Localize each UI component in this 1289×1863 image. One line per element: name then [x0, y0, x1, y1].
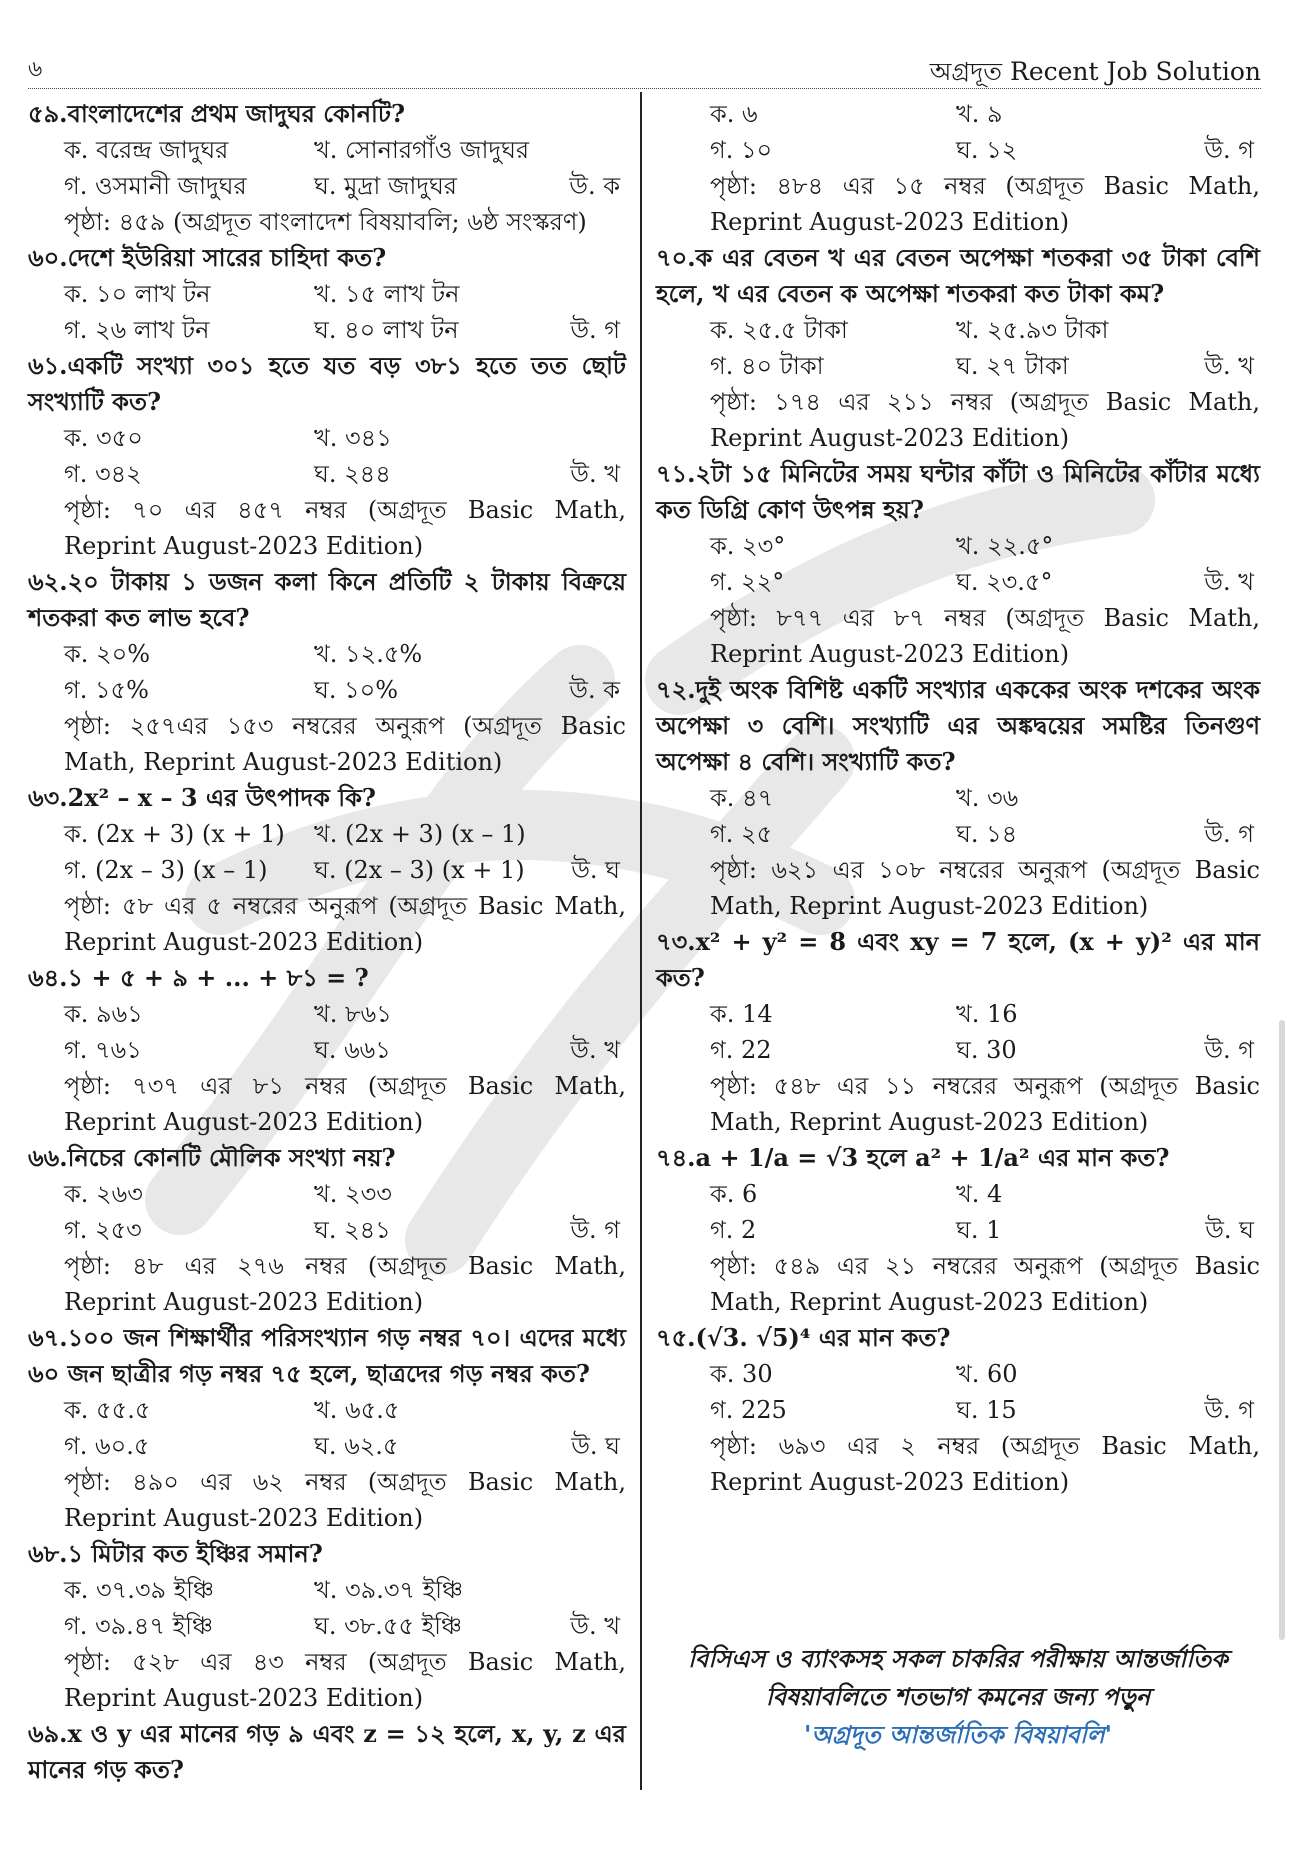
question-item: [656, 1320, 1260, 1500]
question-number: ৬২.: [28, 567, 68, 596]
question-text: [28, 1320, 626, 1392]
option-row: [656, 1176, 1260, 1212]
option-row: [28, 132, 626, 168]
option-b: ঘ. 15: [956, 1396, 1017, 1424]
question-stem: (√3. √5)⁴ এর মান কত?: [695, 1323, 951, 1352]
option-b: ঘ. ২৪৪: [314, 460, 391, 488]
answer-label: উ. খ: [570, 1612, 620, 1640]
question-stem: ১ মিটার কত ইঞ্চির সমান?: [67, 1539, 323, 1568]
question-item: [656, 1140, 1260, 1320]
option-row: [28, 420, 626, 456]
promo-block: [656, 1640, 1260, 1754]
question-stem: ২টা ১৫ মিনিটের সময় ঘন্টার কাঁটা ও মিনিটের কাঁটার মধ্যে কত ডিগ্রি কোণ উৎপন্ন হয়?: [656, 459, 1260, 524]
question-item: [28, 96, 626, 240]
option-a: গ. ১৫%: [64, 676, 149, 704]
option-a: গ. ৬০.৫: [64, 1432, 150, 1460]
option-b: খ. 60: [956, 1360, 1018, 1388]
option-a: গ. 2: [710, 1216, 757, 1244]
question-stem: ১ + ৫ + ৯ + ... + ৮১ = ?: [67, 963, 369, 992]
option-a: গ. ৪০ টাকা: [710, 352, 824, 380]
option-b: খ. 4: [956, 1180, 1003, 1208]
answer-label: উ. গ: [1204, 820, 1254, 848]
option-a: গ. ৩৯.৪৭ ইঞ্চি: [64, 1612, 213, 1640]
option-row: [656, 1032, 1260, 1068]
option-a: গ. ২২°: [710, 568, 785, 596]
option-b: ঘ. ৬২.৫: [314, 1432, 399, 1460]
question-stem: দেশে ইউরিয়া সারের চাহিদা কত?: [67, 243, 387, 272]
question-number: ৭৪.: [656, 1143, 696, 1172]
question-text: [28, 96, 626, 132]
option-row: [656, 780, 1260, 816]
question-stem: x ও y এর মানের গড় ৯ এবং z = ১২ হলে, x, y, z এর মানের গড় কত?: [28, 1719, 626, 1784]
answer-label: উ. ঘ: [571, 856, 620, 884]
option-b: ঘ. (2x – 3) (x + 1): [314, 856, 525, 884]
option-b: ঘ. মুদ্রা জাদুঘর: [314, 172, 458, 200]
question-stem: একটি সংখ্যা ৩০১ হতে যত বড় ৩৮১ হতে তত ছোট সংখ্যাটি কত?: [28, 351, 626, 416]
option-a: ক. বরেন্দ্র জাদুঘর: [64, 136, 229, 164]
option-a: গ. ২৫: [710, 820, 773, 848]
option-row: [28, 1176, 626, 1212]
option-a: ক. ১০ লাখ টন: [64, 280, 211, 308]
option-row: [28, 312, 626, 348]
option-b: ঘ. ৬৬১: [314, 1036, 391, 1064]
question-stem: ক এর বেতন খ এর বেতন অপেক্ষা শতকরা ৩৫ টাকা বেশি হলে, খ এর বেতন ক অপেক্ষা শতকরা কত টাকা কম?: [656, 243, 1260, 308]
option-row: [656, 312, 1260, 348]
option-row: [28, 1572, 626, 1608]
promo-line-2: বিষয়াবলিতে শতভাগ কমনের জন্য পড়ুন: [765, 1682, 1151, 1711]
option-row: [28, 672, 626, 708]
option-b: ঘ. ১০%: [314, 676, 399, 704]
option-a: ক. (2x + 3) (x + 1): [64, 820, 285, 848]
option-b: ঘ. ১২: [956, 136, 1018, 164]
option-b: খ. ৩৬: [956, 784, 1019, 812]
option-row: [28, 1212, 626, 1248]
answer-label: উ. খ: [1204, 568, 1254, 596]
option-row: [656, 96, 1260, 132]
option-a: ক. ৩৫০: [64, 424, 143, 452]
option-a: ক. 14: [710, 1000, 773, 1028]
page-header: [28, 50, 1261, 89]
question-text: [656, 924, 1260, 996]
question-text: [28, 1536, 626, 1572]
option-row: [656, 132, 1260, 168]
option-a: গ. ওসমানী জাদুঘর: [64, 172, 247, 200]
answer-label: উ. গ: [570, 316, 620, 344]
option-a: ক. ৪৭: [710, 784, 774, 812]
option-a: ক. ৯৬১: [64, 1000, 143, 1028]
option-a: ক. ২৫.৫ টাকা: [710, 316, 848, 344]
question-number: ৬৯.: [28, 1719, 68, 1748]
answer-label: উ. খ: [570, 1036, 620, 1064]
question-text: [656, 1140, 1260, 1176]
promo-line-1: বিসিএস ও ব্যাংকসহ সকল চাকরির পরীক্ষায় আন্তর্জাতিক: [688, 1644, 1228, 1673]
option-row: [656, 1212, 1260, 1248]
question-item: [28, 1716, 626, 1788]
option-a: গ. ২৬ লাখ টন: [64, 316, 210, 344]
question-number: ৫৯.: [28, 99, 68, 128]
answer-label: উ. খ: [1204, 352, 1254, 380]
option-row: [28, 1392, 626, 1428]
option-row: [28, 636, 626, 672]
option-row: [28, 168, 626, 204]
option-row: [656, 816, 1260, 852]
option-row: [656, 996, 1260, 1032]
option-a: গ. ৩৪২: [64, 460, 142, 488]
question-item: [28, 1536, 626, 1716]
answer-label: উ. ক: [569, 172, 620, 200]
option-b: ঘ. ২৪১: [314, 1216, 391, 1244]
source-reference: পৃষ্ঠা: ৮৭৭ এর ৮৭ নম্বর (অগ্রদূত Basic Math, Reprint August-2023 Edition): [710, 604, 1260, 668]
source-reference: পৃষ্ঠা: ৫৪৮ এর ১১ নম্বরের অনুরূপ (অগ্রদূত Basic Math, Reprint August-2023 Edition): [710, 1072, 1260, 1136]
question-text: [28, 348, 626, 420]
source-reference: পৃষ্ঠা: ৪৮৪ এর ১৫ নম্বর (অগ্রদূত Basic Math, Reprint August-2023 Edition): [710, 172, 1260, 236]
option-b: খ. ২৫.৯৩ টাকা: [956, 316, 1109, 344]
option-b: খ. ৩৯.৩৭ ইঞ্চি: [314, 1576, 463, 1604]
page-number: ৬: [28, 57, 43, 82]
option-b: খ. ২৩৩: [314, 1180, 392, 1208]
question-text: [656, 1320, 1260, 1356]
question-text: [656, 240, 1260, 312]
question-item: [656, 456, 1260, 672]
question-number: ৬৮.: [28, 1539, 68, 1568]
source-reference: পৃষ্ঠা: ১৭৪ এর ২১১ নম্বর (অগ্রদূত Basic Math, Reprint August-2023 Edition): [710, 388, 1260, 452]
question-number: ৬৬.: [28, 1143, 68, 1172]
question-stem: 2x² – x – 3 এর উৎপাদক কি?: [67, 783, 376, 812]
promo-book-title: 'অগ্রদূত আন্তর্জাতিক বিষয়াবলি': [803, 1720, 1113, 1749]
option-b: খ. সোনারগাঁও জাদুঘর: [314, 136, 530, 164]
question-stem: ২০ টাকায় ১ ডজন কলা কিনে প্রতিটি ২ টাকায় বিক্রয়ে শতকরা কত লাভ হবে?: [28, 567, 626, 632]
question-number: ৬১.: [28, 351, 68, 380]
page-title: অগ্রদূত Recent Job Solution: [929, 57, 1261, 86]
question-number: ৬৭.: [28, 1323, 68, 1352]
option-b: ঘ. ২৭ টাকা: [956, 352, 1069, 380]
question-item: [28, 348, 626, 564]
answer-label: উ. ঘ: [571, 1432, 620, 1460]
option-b: ঘ. ১৪: [956, 820, 1018, 848]
answer-label: উ. ক: [569, 676, 620, 704]
question-number: ৭০.: [656, 243, 696, 272]
question-item: [28, 1140, 626, 1320]
option-b: খ. ১৫ লাখ টন: [314, 280, 460, 308]
option-a: ক. 30: [710, 1360, 773, 1388]
question-stem: নিচের কোনটি মৌলিক সংখ্যা নয়?: [67, 1143, 396, 1172]
scrollbar[interactable]: [1279, 1020, 1285, 1640]
option-b: খ. ৬৫.৫: [314, 1396, 400, 1424]
source-reference: পৃষ্ঠা: ২৫৭এর ১৫৩ নম্বরের অনুরূপ (অগ্রদূত Basic Math, Reprint August-2023 Edition): [64, 712, 626, 776]
option-a: গ. 22: [710, 1036, 772, 1064]
source-reference: পৃষ্ঠা: ৬২১ এর ১০৮ নম্বরের অনুরূপ (অগ্রদূত Basic Math, Reprint August-2023 Edition): [710, 856, 1260, 920]
option-a: ক. ২৩°: [710, 532, 786, 560]
option-a: ক. ৩৭.৩৯ ইঞ্চি: [64, 1576, 215, 1604]
option-row: [28, 996, 626, 1032]
question-item: [28, 780, 626, 960]
question-item: [28, 960, 626, 1140]
question-text: [28, 1716, 626, 1788]
question-item: [656, 672, 1260, 924]
question-number: ৬০.: [28, 243, 68, 272]
source-reference: পৃষ্ঠা: ৫৪৯ এর ২১ নম্বরের অনুরূপ (অগ্রদূত Basic Math, Reprint August-2023 Edition): [710, 1252, 1260, 1316]
question-text: [656, 672, 1260, 780]
option-row: [656, 1356, 1260, 1392]
answer-label: উ. গ: [1204, 1036, 1254, 1064]
option-a: গ. ২৫৩: [64, 1216, 142, 1244]
question-number: ৬৩.: [28, 783, 68, 812]
answer-label: উ. গ: [570, 1216, 620, 1244]
option-b: খ. (2x + 3) (x – 1): [314, 820, 526, 848]
option-b: খ. ৩৪১: [314, 424, 392, 452]
source-reference: পৃষ্ঠা: ৬৯৩ এর ২ নম্বর (অগ্রদূত Basic Math, Reprint August-2023 Edition): [710, 1432, 1260, 1496]
option-b: খ. ২২.৫°: [956, 532, 1054, 560]
left-column: [28, 96, 626, 1788]
option-row: [28, 1608, 626, 1644]
question-number: ৭২.: [656, 675, 696, 704]
question-number: ৭১.: [656, 459, 696, 488]
option-a: গ. ৭৬১: [64, 1036, 142, 1064]
option-b: ঘ. 1: [956, 1216, 1002, 1244]
option-b: খ. ৮৬১: [314, 1000, 392, 1028]
source-reference: পৃষ্ঠা: ৭৩৭ এর ৮১ নম্বর (অগ্রদূত Basic Math, Reprint August-2023 Edition): [64, 1072, 626, 1136]
question-item: [28, 1320, 626, 1536]
option-b: ঘ. ৩৮.৫৫ ইঞ্চি: [314, 1612, 462, 1640]
option-a: গ. ১০: [710, 136, 773, 164]
question-text: [28, 564, 626, 636]
answer-label: উ. খ: [570, 460, 620, 488]
option-a: গ. 225: [710, 1396, 787, 1424]
option-row: [28, 816, 626, 852]
question-stem: ১০০ জন শিক্ষার্থীর পরিসংখ্যান গড় নম্বর ৭০। এদের মধ্যে ৬০ জন ছাত্রীর গড় নম্বর ৭৫ হলে, ছাত্রদের গড় নম্বর কত?: [28, 1323, 626, 1388]
option-a: ক. ৬: [710, 100, 758, 128]
option-row: [28, 1032, 626, 1068]
source-reference: পৃষ্ঠা: ৭০ এর ৪৫৭ নম্বর (অগ্রদূত Basic Math, Reprint August-2023 Edition): [64, 496, 626, 560]
question-number: ৭৫.: [656, 1323, 696, 1352]
option-a: ক. 6: [710, 1180, 758, 1208]
question-item: [28, 564, 626, 780]
option-b: খ. ১২.৫%: [314, 640, 423, 668]
question-stem: বাংলাদেশের প্রথম জাদুঘর কোনটি?: [67, 99, 406, 128]
option-b: খ. ৯: [956, 100, 1003, 128]
column-divider: [640, 92, 642, 1790]
question-text: [656, 456, 1260, 528]
option-row: [656, 348, 1260, 384]
question-text: [28, 780, 626, 816]
option-row: [28, 1428, 626, 1464]
option-row: [656, 528, 1260, 564]
question-item: [28, 240, 626, 348]
question-item: [656, 924, 1260, 1140]
question-stem: দুই অংক বিশিষ্ট একটি সংখ্যার এককের অংক দশকের অংক অপেক্ষা ৩ বেশি। সংখ্যাটি এর অঙ্কদ্বয়ের সমষ্টির তিনগুণ অপেক্ষা ৪ বেশি। সংখ্যাটি কত?: [656, 675, 1260, 776]
question-number: ৬৪.: [28, 963, 68, 992]
answer-label: উ. গ: [1204, 1396, 1254, 1424]
option-row: [656, 1392, 1260, 1428]
option-row: [656, 564, 1260, 600]
option-row: [28, 276, 626, 312]
option-a: ক. ৫৫.৫: [64, 1396, 151, 1424]
question-text: [28, 1140, 626, 1176]
source-reference: পৃষ্ঠা: ৫২৮ এর ৪৩ নম্বর (অগ্রদূত Basic Math, Reprint August-2023 Edition): [64, 1648, 626, 1712]
right-column: [656, 96, 1260, 1500]
source-reference: পৃষ্ঠা: ৪৫৯ (অগ্রদূত বাংলাদেশ বিষয়াবলি; ৬ষ্ঠ সংস্করণ): [64, 208, 587, 236]
question-item: [656, 96, 1260, 240]
option-b: ঘ. ২৩.৫°: [956, 568, 1053, 596]
question-number: ৭৩.: [656, 927, 696, 956]
option-b: ঘ. 30: [956, 1036, 1017, 1064]
answer-label: উ. গ: [1204, 136, 1254, 164]
question-item: [656, 240, 1260, 456]
source-reference: পৃষ্ঠা: ৫৮ এর ৫ নম্বরের অনুরূপ (অগ্রদূত Basic Math, Reprint August-2023 Edition): [64, 892, 626, 956]
source-reference: পৃষ্ঠা: ৪৯০ এর ৬২ নম্বর (অগ্রদূত Basic Math, Reprint August-2023 Edition): [64, 1468, 626, 1532]
question-stem: x² + y² = 8 এবং xy = 7 হলে, (x + y)² এর মান কত?: [656, 927, 1260, 992]
source-reference: পৃষ্ঠা: ৪৮ এর ২৭৬ নম্বর (অগ্রদূত Basic Math, Reprint August-2023 Edition): [64, 1252, 626, 1316]
option-row: [28, 852, 626, 888]
question-stem: a + 1/a = √3 হলে a² + 1/a² এর মান কত?: [695, 1143, 1170, 1172]
option-b: ঘ. ৪০ লাখ টন: [314, 316, 459, 344]
answer-label: উ. ঘ: [1205, 1216, 1254, 1244]
option-b: খ. 16: [956, 1000, 1018, 1028]
option-a: ক. ২৬৩: [64, 1180, 143, 1208]
option-a: গ. (2x – 3) (x – 1): [64, 856, 268, 884]
question-text: [28, 240, 626, 276]
question-text: [28, 960, 626, 996]
option-row: [28, 456, 626, 492]
option-a: ক. ২০%: [64, 640, 151, 668]
